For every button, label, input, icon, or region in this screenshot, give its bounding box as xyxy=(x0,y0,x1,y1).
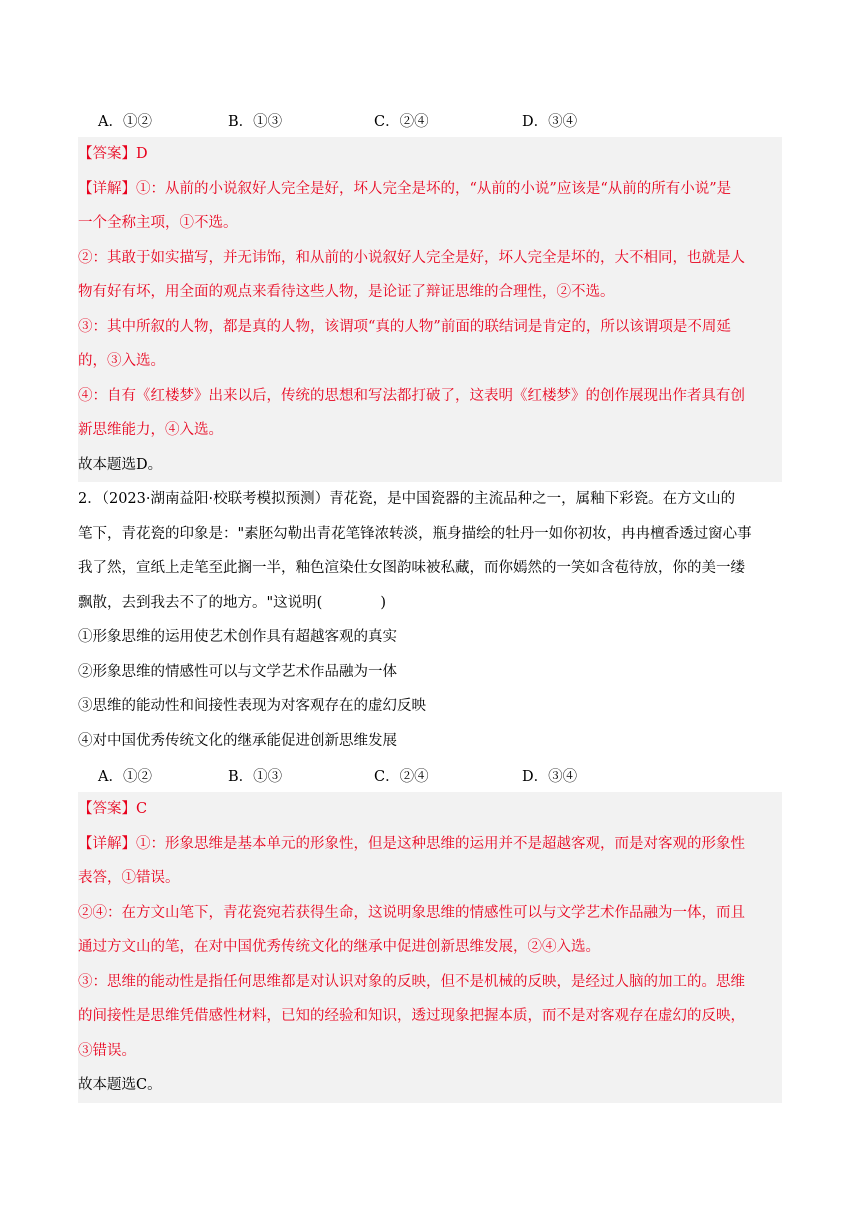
q1-conclusion: 故本题选D。 xyxy=(78,456,163,473)
q1-options xyxy=(78,103,782,137)
q2-statement: ④对中国优秀传统文化的继承能促进创新思维发展 xyxy=(78,732,397,749)
answer-value: C xyxy=(136,801,148,817)
detail-label: 【详解】 xyxy=(78,180,136,197)
q2-detail-line: 的间接性是思维凭借感性材料，已知的经验和知识，透过现象把握本质，而不是对客观存在虚幻的反映， xyxy=(78,1008,745,1024)
q2-stem-line: 飘散，去到我去不了的地方。"这说明( ) xyxy=(78,594,386,611)
q2-statement: ②形象思维的情感性可以与文学艺术作品融为一体 xyxy=(78,663,397,680)
q2-option-d: D．③④ xyxy=(522,768,578,785)
q2-answer-block xyxy=(78,792,782,1103)
q2-stem-line: 我了然，宣纸上走笔至此搁一半，釉色渲染仕女图韵味被私藏，而你嫣然的一笑如含苞待放，你的美一缕 xyxy=(78,560,745,576)
q2-option-b: B．①③ xyxy=(228,768,283,785)
q1-detail-line: 【详解】①：从前的小说叙好人完全是好，坏人完全是坏的，“从前的小说”应该是“从前的所有小说”是 xyxy=(78,180,732,197)
answer-value: D xyxy=(136,146,148,162)
q2-detail-line: ②④：在方文山笔下，青花瓷宛若获得生命，这说明象思维的情感性可以与文学艺术作品融为一体，而且 xyxy=(78,904,745,921)
q2-question xyxy=(78,482,782,758)
q2-statement: ①形象思维的运用使艺术创作具有超越客观的真实 xyxy=(78,629,397,645)
detail-label: 【详解】 xyxy=(78,835,136,852)
q1-detail-line: 新思维能力，④入选。 xyxy=(78,422,223,438)
q1-detail-line: 一个全称主项，①不选。 xyxy=(78,215,238,231)
q1-answer xyxy=(78,137,782,172)
q2-detail-line: 通过方文山的笔，在对中国优秀传统文化的继承中促进创新思维发展，②④入选。 xyxy=(78,939,600,955)
q1-detail-line: 的，③入选。 xyxy=(78,353,165,369)
q2-options xyxy=(78,758,782,792)
q1-answer-block xyxy=(78,137,782,482)
answer-label: 【答案】 xyxy=(78,146,136,162)
answer-label: 【答案】 xyxy=(78,801,136,817)
q2-conclusion: 故本题选C。 xyxy=(78,1077,162,1093)
q2-detail-line: 表答，①错误。 xyxy=(78,870,180,886)
document-body xyxy=(78,103,782,1103)
q2-detail-line: 【详解】①：形象思维是基本单元的形象性，但是这种思维的运用并不是超越客观，而是对客观的形象性 xyxy=(78,835,745,852)
q1-option-a: A．①② xyxy=(98,113,152,130)
q1-detail-line: ③：其中所叙的人物，都是真的人物，该谓项“真的人物”前面的联结词是肯定的，所以该谓项是不周延 xyxy=(78,318,731,335)
q2-option-c: C．②④ xyxy=(374,768,429,785)
q2-detail-line: ③错误。 xyxy=(78,1042,136,1059)
q1-detail-line: 物有好有坏，用全面的观点来看待这些人物，是论证了辩证思维的合理性，②不选。 xyxy=(78,284,615,300)
q2-statement: ③思维的能动性和间接性表现为对客观存在的虚幻反映 xyxy=(78,698,426,714)
q2-stem-line: 2．（2023·湖南益阳·校联考模拟预测）青花瓷，是中国瓷器的主流品种之一，属釉下彩瓷。在方文山的 xyxy=(78,491,736,507)
q2-option-a: A．①② xyxy=(98,768,152,785)
q1-detail-line: ④：自有《红楼梦》出来以后，传统的思想和写法都打破了，这表明《红楼梦》的创作展现出作者具有创 xyxy=(78,387,745,404)
q1-detail-line: ②：其敢于如实描写，并无讳饰，和从前的小说叙好人完全是好，坏人完全是坏的，大不相同，也就是人 xyxy=(78,249,745,266)
q2-stem-line: 笔下，青花瓷的印象是："素胚勾勒出青花笔锋浓转淡，瓶身描绘的牡丹一如你初妆，冉冉檀香透过窗心事 xyxy=(78,525,752,542)
q2-answer xyxy=(78,792,782,827)
q1-option-c: C．②④ xyxy=(374,113,429,130)
q2-detail-line: ③：思维的能动性是指任何思维都是对认识对象的反映，但不是机械的反映，是经过人脑的加工的。思维 xyxy=(78,973,745,990)
q1-option-d: D．③④ xyxy=(522,113,578,130)
q1-option-b: B．①③ xyxy=(228,113,283,130)
